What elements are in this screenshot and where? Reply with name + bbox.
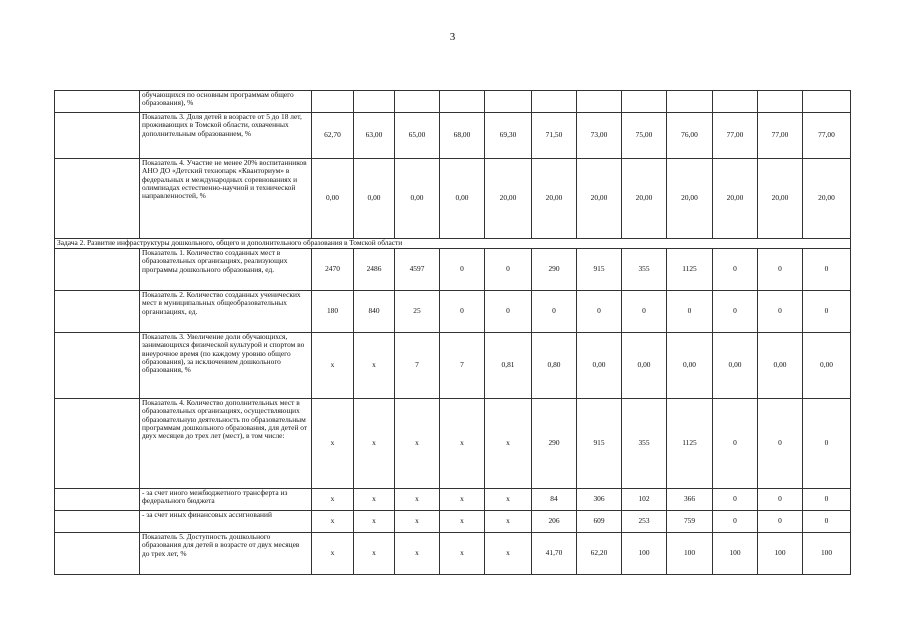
value-cell: 840: [354, 291, 395, 333]
value-cell: 0: [713, 399, 758, 489]
value-cell: 20,00: [667, 159, 713, 239]
value-cell: [667, 91, 713, 113]
value-cell: 84: [532, 489, 577, 511]
value-cell: x: [485, 533, 532, 575]
value-cell: 180: [312, 291, 354, 333]
value-cell: 102: [622, 489, 667, 511]
value-cell: 206: [532, 511, 577, 533]
value-cell: 0,00: [667, 333, 713, 399]
value-cell: x: [485, 399, 532, 489]
value-cell: x: [440, 399, 485, 489]
value-cell: 2486: [354, 249, 395, 291]
value-cell: 290: [532, 399, 577, 489]
value-cell: 69,30: [485, 113, 532, 159]
indicator-label: Показатель 4. Количество дополнительных мест в образовательных организациях, осуществляющих образовательную деятельность по образовательным программам дошкольного образования, для детей от двух месяцев до трех лет (мест), в том числе:: [140, 399, 312, 489]
value-cell: 0: [440, 291, 485, 333]
value-cell: x: [312, 333, 354, 399]
value-cell: 0,00: [440, 159, 485, 239]
value-cell: [803, 91, 851, 113]
value-cell: 0: [803, 489, 851, 511]
value-cell: 100: [667, 533, 713, 575]
value-cell: 0: [803, 291, 851, 333]
value-cell: 366: [667, 489, 713, 511]
value-cell: 73,00: [577, 113, 622, 159]
blank-cell: [55, 159, 140, 239]
task-heading: Задача 2. Развитие инфраструктуры дошкольного, общего и дополнительного образования в Томской области: [55, 239, 851, 249]
value-cell: 77,00: [803, 113, 851, 159]
task-row: [55, 239, 851, 249]
value-cell: [395, 91, 440, 113]
value-cell: [440, 91, 485, 113]
value-cell: 0: [622, 291, 667, 333]
value-cell: 759: [667, 511, 713, 533]
value-cell: 2470: [312, 249, 354, 291]
value-cell: 0,00: [577, 333, 622, 399]
value-cell: 100: [713, 533, 758, 575]
value-cell: 41,70: [532, 533, 577, 575]
value-cell: 0,00: [713, 333, 758, 399]
value-cell: 0: [667, 291, 713, 333]
value-cell: 20,00: [577, 159, 622, 239]
indicator-label: Показатель 3. Увеличение доли обучающихся, занимающихся физической культурой и спортом во внеурочное время (по каждому уровню общего образования), за исключением дошкольного образования, %: [140, 333, 312, 399]
value-cell: 62,20: [577, 533, 622, 575]
value-cell: 65,00: [395, 113, 440, 159]
value-cell: 0: [758, 511, 803, 533]
value-cell: x: [440, 511, 485, 533]
value-cell: 0: [713, 511, 758, 533]
blank-cell: [55, 113, 140, 159]
value-cell: 63,00: [354, 113, 395, 159]
value-cell: 100: [622, 533, 667, 575]
value-cell: 7: [440, 333, 485, 399]
value-cell: 20,00: [485, 159, 532, 239]
value-cell: 77,00: [758, 113, 803, 159]
value-cell: x: [354, 533, 395, 575]
value-cell: 7: [395, 333, 440, 399]
blank-cell: [55, 399, 140, 489]
value-cell: 20,00: [622, 159, 667, 239]
indicators-table: [54, 90, 851, 575]
value-cell: x: [354, 333, 395, 399]
value-cell: [713, 91, 758, 113]
value-cell: 0: [758, 291, 803, 333]
table-row: [55, 159, 851, 239]
table-row: [55, 291, 851, 333]
blank-cell: [55, 291, 140, 333]
value-cell: 20,00: [532, 159, 577, 239]
value-cell: 0,00: [758, 333, 803, 399]
value-cell: [485, 91, 532, 113]
value-cell: [758, 91, 803, 113]
value-cell: 355: [622, 399, 667, 489]
indicators-table-body: [55, 91, 851, 575]
value-cell: 100: [803, 533, 851, 575]
indicator-label: - за счет иных финансовых ассигнований: [140, 511, 312, 533]
value-cell: 0: [758, 489, 803, 511]
value-cell: 0: [713, 249, 758, 291]
value-cell: 77,00: [713, 113, 758, 159]
indicator-label: Показатель 1. Количество созданных мест в образовательных организациях, реализующих программы дошкольного образования, ед.: [140, 249, 312, 291]
table-row: [55, 249, 851, 291]
value-cell: 0: [803, 249, 851, 291]
value-cell: 76,00: [667, 113, 713, 159]
value-cell: 20,00: [713, 159, 758, 239]
value-cell: 0: [758, 399, 803, 489]
value-cell: 0: [713, 291, 758, 333]
value-cell: x: [312, 399, 354, 489]
indicator-label: Показатель 3. Доля детей в возрасте от 5 до 18 лет, проживающих в Томской области, охваченных дополнительным образованием, %: [140, 113, 312, 159]
value-cell: 253: [622, 511, 667, 533]
table-row: [55, 333, 851, 399]
value-cell: 20,00: [758, 159, 803, 239]
value-cell: 0: [758, 249, 803, 291]
value-cell: 20,00: [803, 159, 851, 239]
value-cell: x: [354, 489, 395, 511]
blank-cell: [55, 249, 140, 291]
indicator-label: - за счет иного межбюджетного трансферта из федерального бюджета: [140, 489, 312, 511]
value-cell: 0,00: [354, 159, 395, 239]
value-cell: 75,00: [622, 113, 667, 159]
value-cell: [532, 91, 577, 113]
value-cell: [622, 91, 667, 113]
value-cell: x: [395, 511, 440, 533]
blank-cell: [55, 91, 140, 113]
value-cell: 25: [395, 291, 440, 333]
indicator-label: Показатель 5. Доступность дошкольного образования для детей в возрасте от двух месяцев до трех лет, %: [140, 533, 312, 575]
indicator-label: Показатель 2. Количество созданных ученических мест в муниципальных общеобразовательных организациях, ед.: [140, 291, 312, 333]
value-cell: 0: [803, 511, 851, 533]
value-cell: 1125: [667, 399, 713, 489]
blank-cell: [55, 489, 140, 511]
value-cell: 0: [485, 249, 532, 291]
value-cell: 915: [577, 249, 622, 291]
value-cell: 0: [485, 291, 532, 333]
value-cell: x: [395, 399, 440, 489]
value-cell: 68,00: [440, 113, 485, 159]
value-cell: x: [395, 533, 440, 575]
value-cell: 1125: [667, 249, 713, 291]
value-cell: 4597: [395, 249, 440, 291]
value-cell: 0,00: [622, 333, 667, 399]
blank-cell: [55, 533, 140, 575]
table-row: [55, 511, 851, 533]
value-cell: [577, 91, 622, 113]
value-cell: 0: [577, 291, 622, 333]
indicator-label: Показатель 4. Участие не менее 20% воспитанников АНО ДО «Детский технопарк «Кванториум» в федеральных и международных соревнованиях и олимпиадах естественно-научной и технической направленностей, %: [140, 159, 312, 239]
value-cell: x: [354, 399, 395, 489]
value-cell: x: [312, 489, 354, 511]
value-cell: 62,70: [312, 113, 354, 159]
table-row: [55, 489, 851, 511]
value-cell: 355: [622, 249, 667, 291]
value-cell: x: [485, 511, 532, 533]
value-cell: 0,80: [532, 333, 577, 399]
value-cell: 0,00: [395, 159, 440, 239]
value-cell: x: [312, 511, 354, 533]
table-row: [55, 533, 851, 575]
value-cell: 0,00: [803, 333, 851, 399]
value-cell: 0,81: [485, 333, 532, 399]
value-cell: 0: [713, 489, 758, 511]
table-row: [55, 91, 851, 113]
value-cell: 71,50: [532, 113, 577, 159]
table-row: [55, 399, 851, 489]
table-row: [55, 113, 851, 159]
value-cell: 290: [532, 249, 577, 291]
value-cell: [312, 91, 354, 113]
blank-cell: [55, 333, 140, 399]
value-cell: x: [395, 489, 440, 511]
value-cell: 0,00: [312, 159, 354, 239]
blank-cell: [55, 511, 140, 533]
value-cell: x: [354, 511, 395, 533]
value-cell: 0: [803, 399, 851, 489]
value-cell: 0: [440, 249, 485, 291]
value-cell: x: [440, 533, 485, 575]
page-number: 3: [449, 31, 456, 43]
value-cell: 306: [577, 489, 622, 511]
indicator-label: обучающихся по основным программам общего образования), %: [140, 91, 312, 113]
value-cell: 915: [577, 399, 622, 489]
value-cell: 100: [758, 533, 803, 575]
value-cell: [354, 91, 395, 113]
value-cell: 0: [532, 291, 577, 333]
value-cell: x: [440, 489, 485, 511]
value-cell: x: [312, 533, 354, 575]
value-cell: x: [485, 489, 532, 511]
value-cell: 609: [577, 511, 622, 533]
